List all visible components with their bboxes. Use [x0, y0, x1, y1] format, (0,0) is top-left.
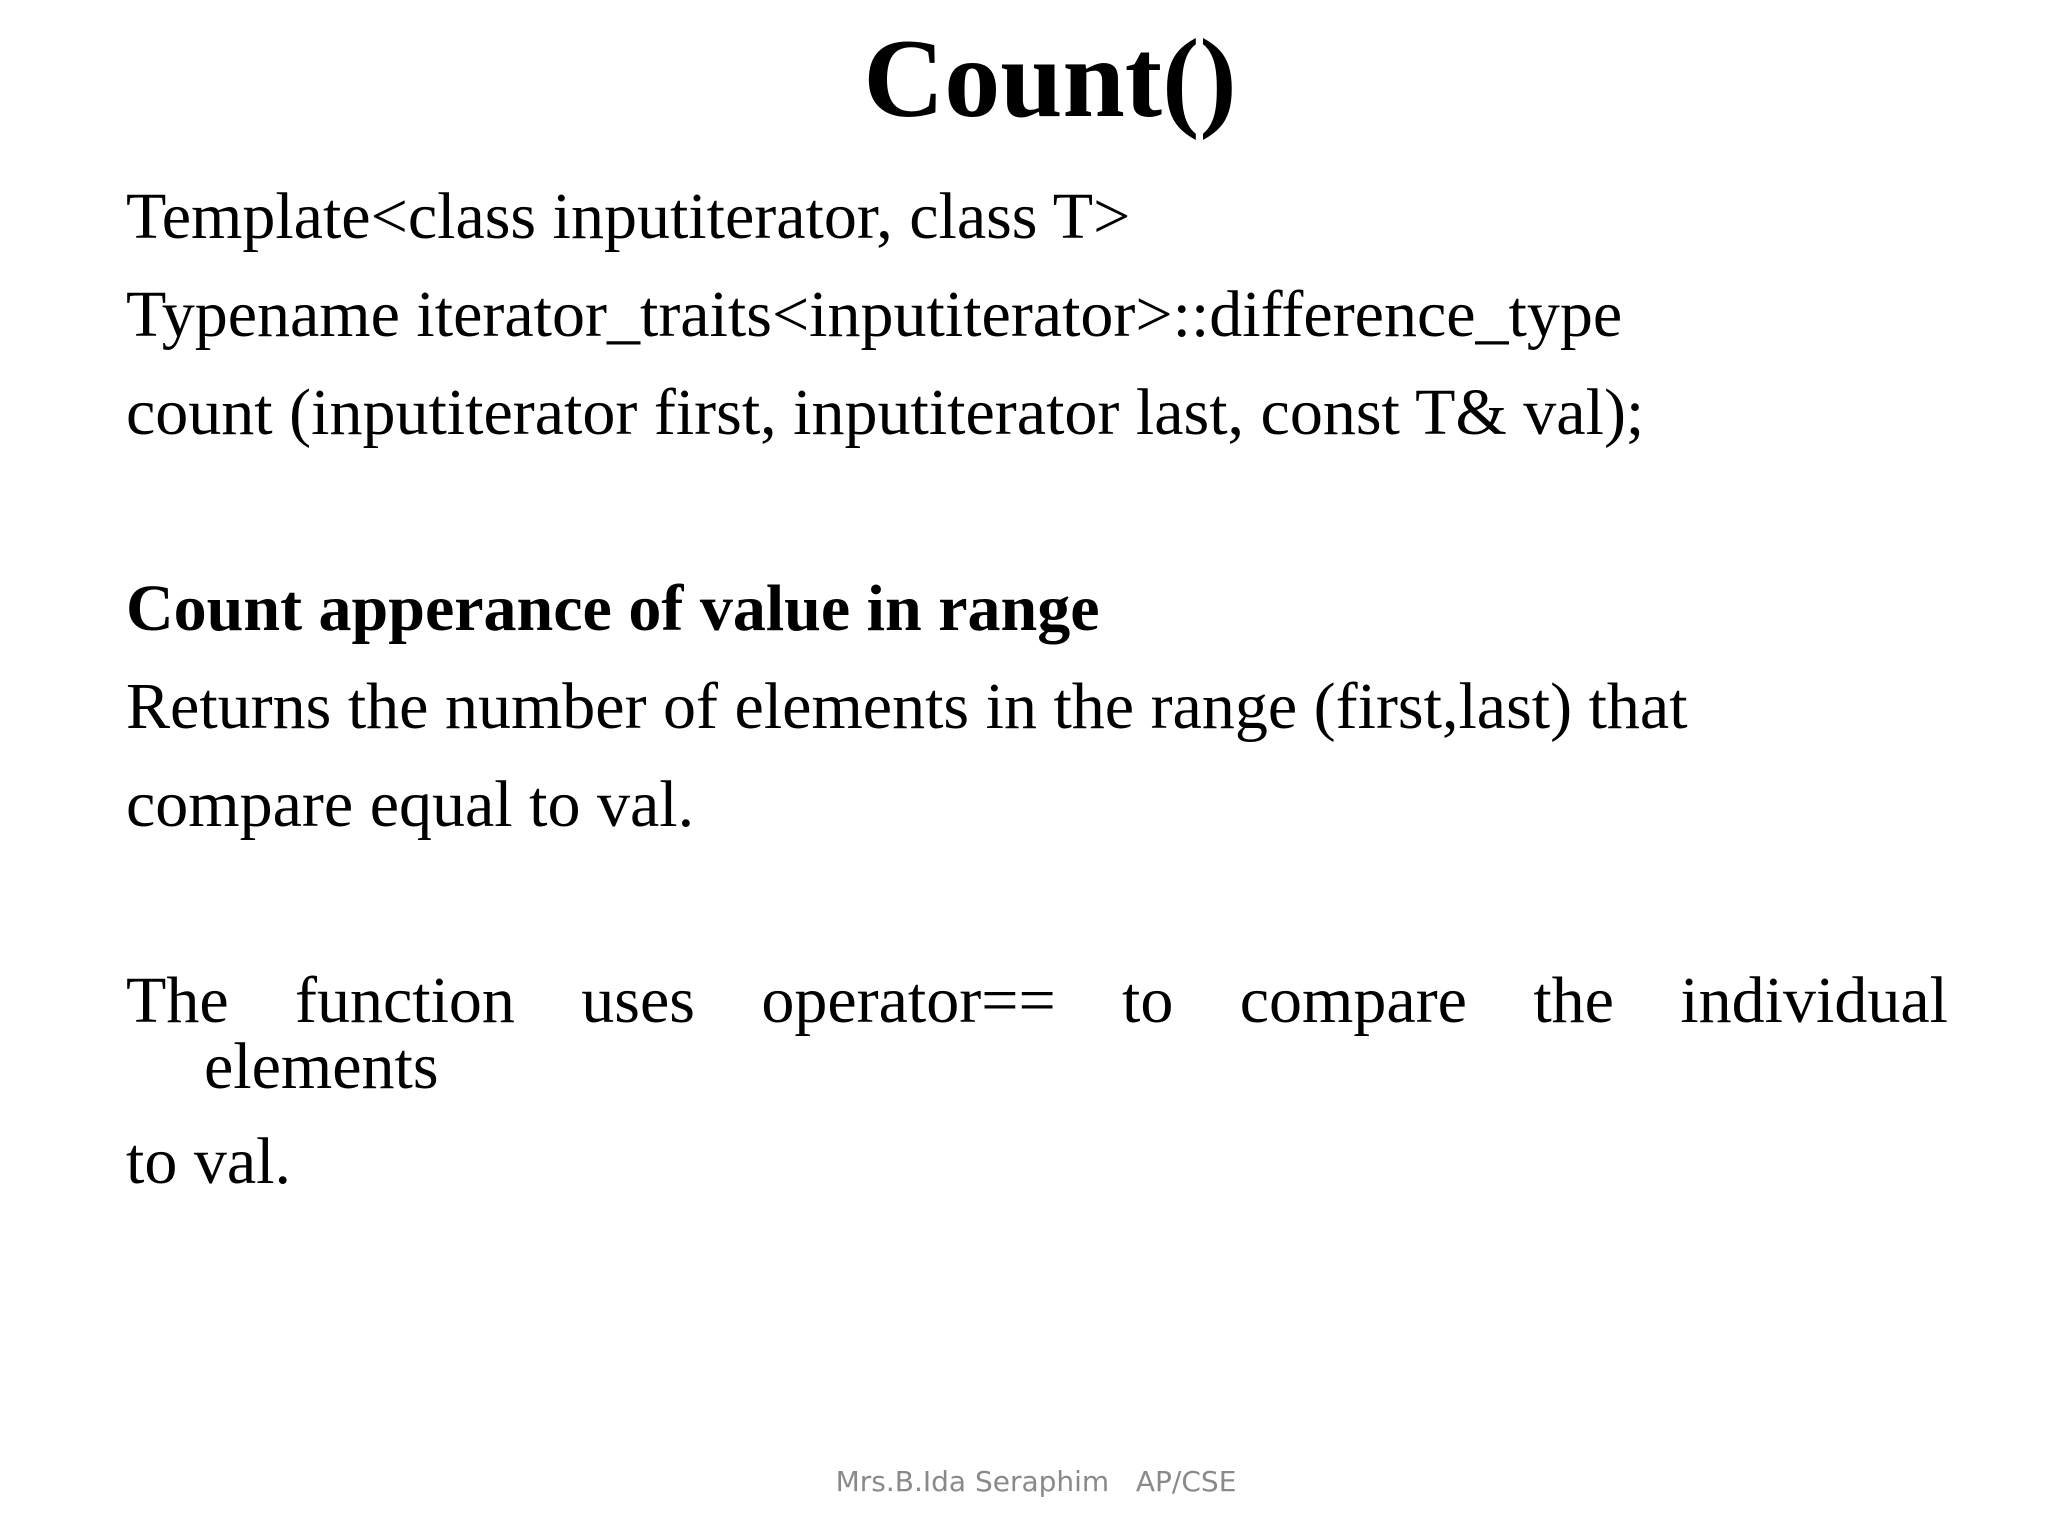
slide-body: [126, 168, 1946, 1212]
note-line-2: to val.: [126, 1125, 291, 1198]
slide-title: Count(): [863, 17, 1237, 141]
description-line-1: Returns the number of elements in the range (first,last) that: [126, 670, 1688, 743]
syntax-line-template: Template<class inputiterator, class T>: [126, 180, 1131, 253]
syntax-line-signature: count (inputiterator first, inputiterator last, const T& val);: [126, 376, 1645, 449]
description-line-2: compare equal to val.: [126, 768, 695, 841]
section-heading: Count apperance of value in range: [126, 572, 1100, 645]
note-line-1: The function uses operator== to compare the individual: [126, 964, 1948, 1037]
note-line-1-continuation: elements: [204, 1030, 439, 1103]
slide-footer: Mrs.B.Ida Seraphim AP/CSE: [835, 1465, 1237, 1498]
blank-line: [126, 462, 1946, 560]
blank-line: [126, 854, 1946, 952]
syntax-line-typename: Typename iterator_traits<inputiterator>::difference_type: [126, 278, 1623, 351]
